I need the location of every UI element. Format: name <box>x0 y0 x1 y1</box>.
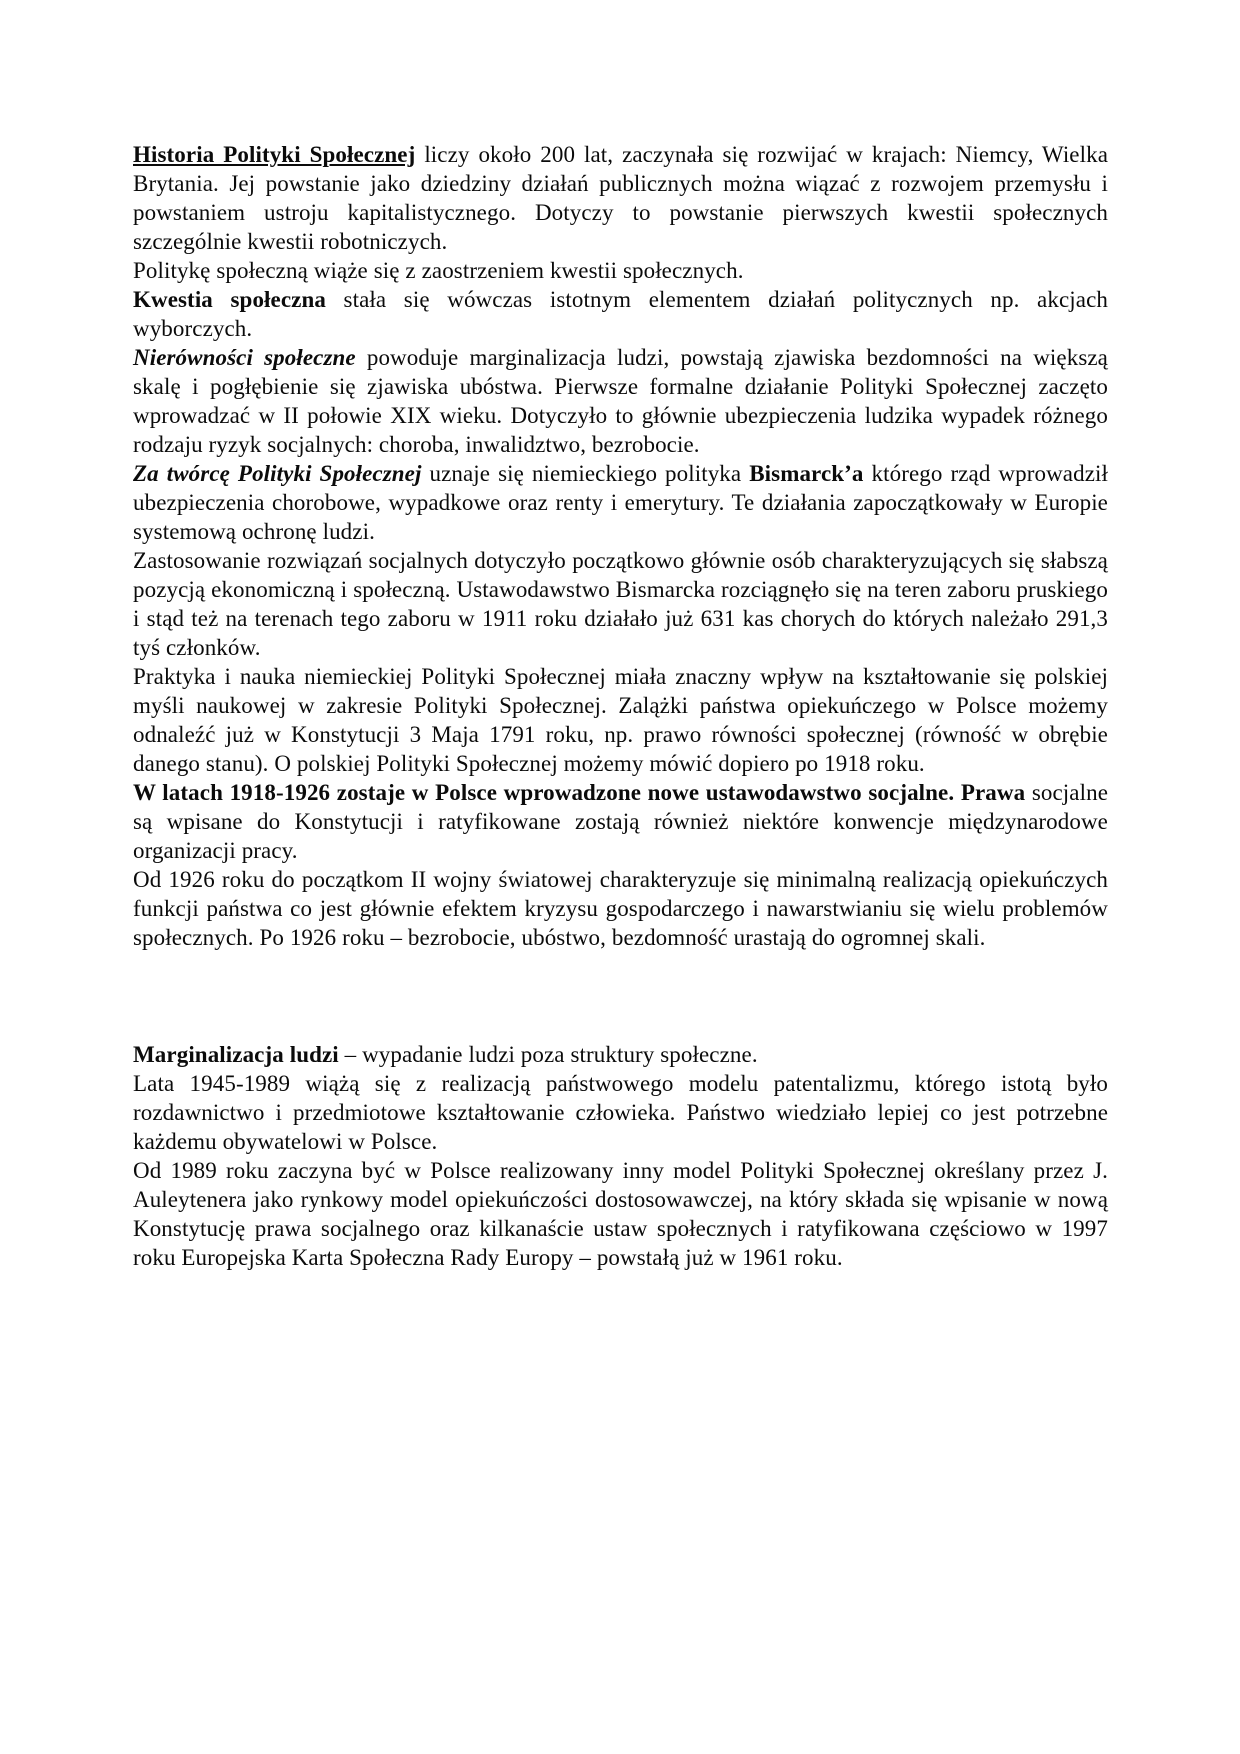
paragraph <box>133 1069 1108 1156</box>
text-segment: socjalne są wpisane do Konstytucji i ratyfikowane zostają również niektóre konwencje międzynarodowe organizacji pracy. <box>133 780 1108 863</box>
paragraph <box>133 140 1108 256</box>
paragraph <box>133 546 1108 662</box>
text-segment: Marginalizacja ludzi <box>133 1042 339 1067</box>
paragraph <box>133 1040 1108 1069</box>
paragraph <box>133 1156 1108 1272</box>
paragraph <box>133 778 1108 865</box>
paragraph <box>133 662 1108 778</box>
text-segment: Od 1989 roku zaczyna być w Polsce realizowany inny model Polityki Społecznej określany przez J. Auleytenera jako rynkowy model opiekuńczości dostosowawczej, na który składa się wpisanie w nową Konstytucję prawa socjalnego oraz kilkanaście ustaw społecznych i ratyfikowana częściowo w 1997 roku Europejska Karta Społeczna Rady Europy – powstałą już w 1961 roku. <box>133 1158 1108 1270</box>
paragraph <box>133 256 1108 285</box>
paragraph <box>133 343 1108 459</box>
text-segment: Od 1926 roku do początkom II wojny światowej charakteryzuje się minimalną realizacją opiekuńczych funkcji państwa co jest głównie efektem kryzysu gospodarczego i nawarstwianiu się wielu problemów społecznych. Po 1926 roku – bezrobocie, ubóstwo, bezdomność urastają do ogromnej skali. <box>133 867 1108 950</box>
text-segment: powoduje marginalizacja ludzi, powstają zjawiska bezdomności na większą skalę i pogłębienie się zjawiska ubóstwa. Pierwsze formalne działanie Polityki Społecznej zaczęto wprowadzać w II połowie XIX wieku. Dotyczyło to głównie ubezpieczenia ludzika wypadek różnego rodzaju ryzyk socjalnych: choroba, inwalidztwo, bezrobocie. <box>133 345 1108 457</box>
text-segment: uznaje się niemieckiego polityka <box>421 461 750 486</box>
paragraph <box>133 285 1108 343</box>
text-segment: W latach 1918-1926 zostaje w Polsce wprowadzone nowe ustawodawstwo socjalne. Prawa <box>133 780 1026 805</box>
text-segment: Lata 1945-1989 wiążą się z realizacją państwowego modelu patentalizmu, którego istotą było rozdawnictwo i przedmiotowe kształtowanie człowieka. Państwo wiedziało lepiej co jest potrzebne każdemu obywatelowi w Polsce. <box>133 1071 1108 1154</box>
paragraph <box>133 459 1108 546</box>
document-body <box>133 140 1108 1272</box>
text-segment: Nierówności społeczne <box>133 345 356 370</box>
paragraph <box>133 865 1108 952</box>
text-segment: Politykę społeczną wiąże się z zaostrzeniem kwestii społecznych. <box>133 258 744 283</box>
text-segment: Zastosowanie rozwiązań socjalnych dotyczyło początkowo głównie osób charakteryzujących się słabszą pozycją ekonomiczną i społeczną. Ustawodawstwo Bismarcka rozciągnęło się na teren zaboru pruskiego i stąd też na terenach tego zaboru w 1911 roku działało już 631 kas chorych do których należało 291,3 tyś członków. <box>133 548 1108 660</box>
text-segment: – wypadanie ludzi poza struktury społeczne. <box>338 1042 758 1067</box>
text-segment: Bismarck’a <box>749 461 864 486</box>
text-segment: którego rząd wprowadził ubezpieczenia chorobowe, wypadkowe oraz renty i emerytury. Te działania zapoczątkowały w Europie systemową ochronę ludzi. <box>133 461 1109 544</box>
text-segment: liczy około 200 lat, zaczynała się rozwijać w krajach: Niemcy, Wielka Brytania. Jej powstanie jako dziedziny działań publicznych można wiązać z rozwojem przemysłu i powstaniem ustroju kapitalistycznego. Dotyczy to powstanie pierwszych kwestii społecznych szczególnie kwestii robotniczych. <box>133 142 1109 254</box>
text-segment: stała się wówczas istotnym elementem działań politycznych np. akcjach wyborczych. <box>133 287 1108 341</box>
text-segment: Praktyka i nauka niemieckiej Polityki Społecznej miała znaczny wpływ na kształtowanie się polskiej myśli naukowej w zakresie Polityki Społecznej. Zalążki państwa opiekuńczego w Polsce możemy odnaleźć już w Konstytucji 3 Maja 1791 roku, np. prawo równości społecznej (równość w obrębie danego stanu). O polskiej Polityki Społecznej możemy mówić dopiero po 1918 roku. <box>133 664 1108 776</box>
text-segment: Za twórcę Polityki Społecznej <box>133 461 422 486</box>
text-segment: Kwestia społeczna <box>133 287 326 312</box>
text-segment: Historia Polityki Społecznej <box>133 142 416 167</box>
